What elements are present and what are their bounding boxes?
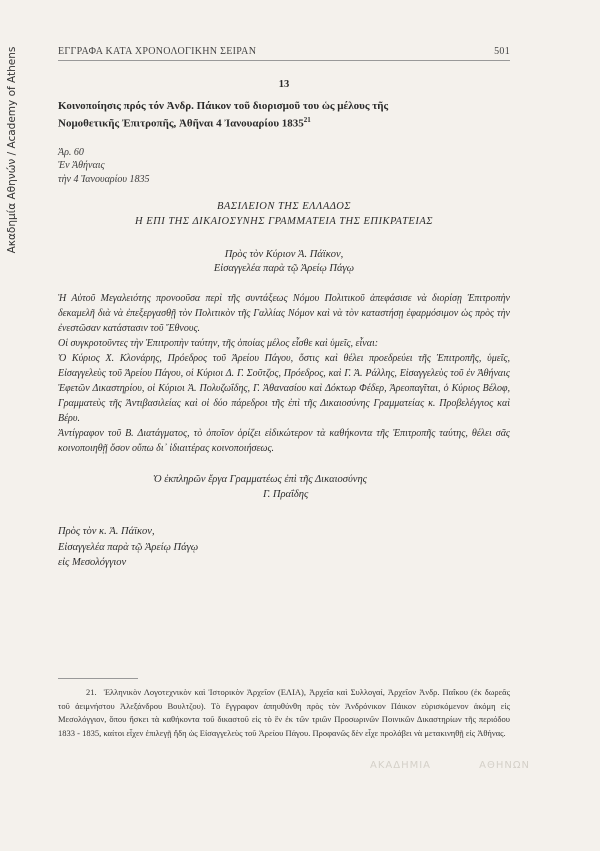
meta-date: τὴν 4 Ἰανουαρίου 1835	[58, 173, 150, 185]
page-number: 501	[494, 46, 510, 57]
issuing-authority	[58, 200, 510, 229]
authority-line-2: Η ΕΠΙ ΤΗΣ ΔΙΚΑΙΟΣΥΝΗΣ ΓΡΑΜΜΑΤΕΙΑ ΤΗΣ ΕΠΙΚΡΑΤΕΙΑΣ	[135, 215, 433, 227]
title-line-2-text: Νομοθετικῆς Ἐπιτροπῆς, Ἀθῆναι 4 Ἰανουαρίου 1835	[58, 117, 304, 130]
watermark-left: ΑΚΑΔΗΜΙΑ	[370, 760, 432, 771]
body-paragraph: Οἱ συγκροτοῦντες τὴν Ἐπιτροπὴν ταύτην, τῆς ὁποίας μέλος εἶσθε καὶ ὑμεῖς, εἶναι:	[58, 337, 379, 349]
title-line-2	[58, 115, 510, 132]
body-paragraph: Ὁ Κύριος Χ. Κλονάρης, Πρόεδρος τοῦ Ἀρείου Πάγου, ὅστις καὶ θέλει προεδρεύει τῆς Ἐπιτροπῆς, ὑμεῖς, Εἰσαγγελεὺς τοῦ Ἀρείου Πάγου, οἱ Κύριοι Δ. Γ. Σοῦτζος, Πρόεδρος, καὶ Γ. Ἀ. Ράλλης, Εἰσαγγελεὺς τοῦ ἐν Ἀθήναις Ἐφετῶν Δικαστηρίου, οἱ Κύριοι Ἀ. Πολυζωΐδης, Γ. Ἀθανασίου καὶ Δόκτωρ Φέδερ, Ἀρεοπαγῖται, ὁ Κύριος Βέλοφ, Γραμματεὺς τῆς Ἀντιβασιλείας καὶ οἱ δύο πάρεδροι τῆς ἐπὶ τῆς Δικαιοσύνης Γραμματείας κ. Προβελέγγιος καὶ Βέρυ.	[58, 352, 510, 424]
footnote-divider	[58, 678, 138, 679]
academy-watermark	[370, 760, 530, 771]
signature-line: Ὁ ἐκπληρῶν ἔργα Γραμματέως ἐπὶ τῆς Δικαιοσύνης	[153, 473, 367, 485]
addressee-line-2: Εἰσαγγελέα παρὰ τῷ Ἀρείῳ Πάγῳ	[213, 263, 355, 275]
recipient-line-1: Πρὸς τὸν κ. Ἀ. Πάϊκον,	[58, 526, 155, 538]
document-number: 13	[278, 79, 290, 90]
meta-place: Ἐν Ἀθήναις	[58, 160, 105, 172]
recipient-line-3: εἰς Μεσολόγγιον	[58, 556, 127, 568]
running-head-title: ΕΓΓΡΑΦΑ ΚΑΤΑ ΧΡΟΝΟΛΟΓΙΚΗΝ ΣΕΙΡΑΝ	[58, 46, 257, 57]
document-page	[58, 46, 510, 570]
letter-body	[58, 291, 510, 456]
authority-line-1: ΒΑΣΙΛΕΙΟΝ ΤΗΣ ΕΛΛΑΔΟΣ	[216, 201, 352, 213]
footnote-number: 21.	[86, 687, 97, 697]
footnote-text: Ἑλληνικὸν Λογοτεχνικὸν καὶ Ἱστορικὸν Ἀρχεῖον (ΕΛΙΑ), Ἀρχεῖα καὶ Συλλογαί, Ἀρχεῖον Ἀνδρ. Παΐκου (ἐκ δωρεᾶς τοῦ ἀειμνήστου Ἀλεξάνδρου Βουλτζου). Τὸ ἔγγραφον ἀπηυθύνθη πρὸς τὸν Ἀνδρόνικον Πάικον εὑρισκόμενον ἀκόμη εἰς Μεσολόγγιον, ὅπου ἤσκει τὰ καθήκοντα τοῦ δικαστοῦ εἰς τὸ ἓν ἐκ τῶν τριῶν Προσωρινῶν Ποινικῶν Δικαστηρίων τῆς περιόδου 1833 - 1835, καίτοι εἶχεν ἐπιλεγῇ ἤδη ὡς Εἰσαγγελεὺς τοῦ Ἀρείου Πάγου. Προφανῶς δὲν εἶχε προλάβει νὰ μετακινηθῇ εἰς Ἀθήνας.	[58, 687, 510, 738]
meta-number: Ἀρ. 60	[58, 146, 84, 158]
running-head	[58, 46, 510, 61]
addressee-line-1: Πρὸς τὸν Κύριον Ἀ. Πάϊκον,	[224, 248, 344, 260]
body-paragraph: Ἀντίγραφον τοῦ Β. Διατάγματος, τὸ ὁποῖον ὁρίζει εἰδικώτερον τὰ καθήκοντα τῆς Ἐπιτροπῆς ταύτης, θέλει σᾶς κοινοποιηθῇ ὅσον οὔπω δι᾽ ἰδιαιτέρας κοινοποιήσεως.	[58, 427, 510, 454]
signature-name: Γ. Πραΐδης	[263, 489, 309, 501]
footnote-ref: 21	[303, 115, 311, 124]
addressee	[58, 248, 510, 277]
recipient-line-2: Εἰσαγγελέα παρὰ τῷ Ἀρείῳ Πάγῳ	[58, 541, 199, 553]
recipient-block	[58, 524, 510, 570]
title-line-1: Κοινοποίησις πρός τόν Ἀνδρ. Πάικον τοῦ διορισμοῦ του ὡς μέλους τῆς	[58, 100, 389, 112]
watermark-right: ΑΘΗΝΩΝ	[479, 760, 530, 771]
archive-stamp-text: Ακαδημία Αθηνών / Academy of Athens	[6, 46, 18, 254]
body-paragraph: Ἡ Αὐτοῦ Μεγαλειότης προνοοῦσα περὶ τῆς συντάξεως Νόμου Πολιτικοῦ ἀπεφάσισε νὰ διορίσῃ Ἐπιτροπὴν δεκαμελῆ διὰ νὰ ἐπεξεργασθῇ τὸν Πολιτικὸν τῆς Γαλλίας Νόμον καὶ νὰ τὸν καταστήσῃ ἐφαρμόσιμον ὡς πρὸς τὴν ἐνεστῶσαν κατάστασιν τοῦ Ἔθνους.	[58, 292, 510, 334]
signature-block	[153, 472, 510, 502]
document-title	[58, 98, 510, 132]
document-meta	[58, 146, 510, 187]
footnote	[58, 686, 510, 740]
archive-stamp	[2, 40, 22, 260]
